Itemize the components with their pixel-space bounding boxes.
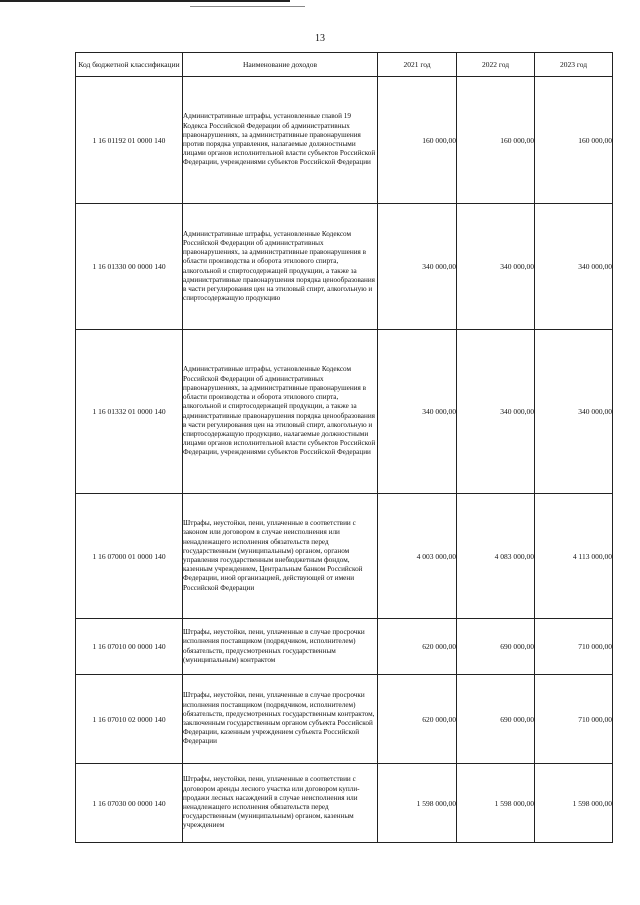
row-name: Штрафы, неустойки, пени, уплаченные в соответствии с законом или договором в случае неисполнения или ненадлежащего исполнения обязательств перед государственным (муниципальным) органом, органом управления государственным внебюджетным фондом, казенным учреждением, Центральным банком Российской Федерации, иной организацией, действующей от имени Российской Федерации (183, 494, 378, 619)
row-value-2021: 620 000,00 (378, 675, 457, 764)
row-value-2023: 340 000,00 (535, 204, 613, 330)
row-value-2021: 160 000,00 (378, 77, 457, 204)
header-code: Код бюджетной классификации (76, 53, 183, 77)
table-row (76, 494, 613, 619)
row-value-2021: 1 598 000,00 (378, 764, 457, 843)
row-name: Штрафы, неустойки, пени, уплаченные в случае просрочки исполнения поставщиком (подрядчиком, исполнителем) обязательств, предусмотренных государственным (муниципальным) контрактом (183, 619, 378, 675)
revenue-table (75, 52, 613, 843)
row-code: 1 16 07010 02 0000 140 (76, 675, 183, 764)
row-code: 1 16 07000 01 0000 140 (76, 494, 183, 619)
row-value-2022: 690 000,00 (457, 675, 535, 764)
row-value-2022: 690 000,00 (457, 619, 535, 675)
scan-edge-line-secondary (190, 6, 305, 7)
row-value-2021: 340 000,00 (378, 330, 457, 494)
table-header-row (76, 53, 613, 77)
row-value-2023: 340 000,00 (535, 330, 613, 494)
row-code: 1 16 01330 00 0000 140 (76, 204, 183, 330)
table-row (76, 675, 613, 764)
row-value-2023: 710 000,00 (535, 619, 613, 675)
row-value-2022: 4 083 000,00 (457, 494, 535, 619)
row-value-2021: 620 000,00 (378, 619, 457, 675)
row-value-2023: 710 000,00 (535, 675, 613, 764)
row-value-2021: 340 000,00 (378, 204, 457, 330)
row-value-2023: 160 000,00 (535, 77, 613, 204)
table-row (76, 77, 613, 204)
row-value-2023: 1 598 000,00 (535, 764, 613, 843)
row-value-2022: 340 000,00 (457, 204, 535, 330)
row-code: 1 16 01332 01 0000 140 (76, 330, 183, 494)
table-row (76, 619, 613, 675)
table-row (76, 764, 613, 843)
row-code: 1 16 01192 01 0000 140 (76, 77, 183, 204)
row-value-2022: 1 598 000,00 (457, 764, 535, 843)
row-name: Административные штрафы, установленные главой 19 Кодекса Российской Федерации об административных правонарушениях, за административные правонарушения против порядка управления, налагаемые должностными лицами органов исполнительной власти субъектов Российской Федерации, учреждениями субъектов Российской Федерации (183, 77, 378, 204)
row-value-2021: 4 003 000,00 (378, 494, 457, 619)
row-name: Административные штрафы, установленные Кодексом Российской Федерации об административных правонарушениях, за административные правонарушения в области производства и оборота этилового спирта, алкогольной и спиртосодержащей продукции, а также за административные правонарушения порядка ценообразования в части регулирования цен на этиловый спирт, алкогольную и спиртосодержащую продукцию (183, 204, 378, 330)
header-2022: 2022 год (457, 53, 535, 77)
row-code: 1 16 07030 00 0000 140 (76, 764, 183, 843)
row-name: Штрафы, неустойки, пени, уплаченные в соответствии с договором аренды лесного участка или договором купли-продажи лесных насаждений в случае неисполнения или ненадлежащего исполнения обязательств перед государственным (муниципальным) органом, казенным учреждением (183, 764, 378, 843)
table-row (76, 204, 613, 330)
table-row (76, 330, 613, 494)
header-name: Наименование доходов (183, 53, 378, 77)
row-name: Административные штрафы, установленные Кодексом Российской Федерации об административных правонарушениях, за административные правонарушения в области производства и оборота этилового спирта, алкогольной и спиртосодержащей продукции, а также за административные правонарушения порядка ценообразования в части регулирования цен на этиловый спирт, алкогольную и спиртосодержащую продукцию, налагаемые должностными лицами органов исполнительной власти субъектов Российской Федерации, учреждениями субъектов Российской Федерации (183, 330, 378, 494)
row-value-2023: 4 113 000,00 (535, 494, 613, 619)
row-code: 1 16 07010 00 0000 140 (76, 619, 183, 675)
scan-edge-line (0, 0, 290, 2)
row-value-2022: 160 000,00 (457, 77, 535, 204)
row-value-2022: 340 000,00 (457, 330, 535, 494)
header-2023: 2023 год (535, 53, 613, 77)
header-2021: 2021 год (378, 53, 457, 77)
page-number: 13 (315, 33, 325, 44)
row-name: Штрафы, неустойки, пени, уплаченные в случае просрочки исполнения поставщиком (подрядчиком, исполнителем) обязательств, предусмотренных государственным контрактом, заключенным государственным органом субъекта Российской Федерации, казенным учреждением субъекта Российской Федерации (183, 675, 378, 764)
